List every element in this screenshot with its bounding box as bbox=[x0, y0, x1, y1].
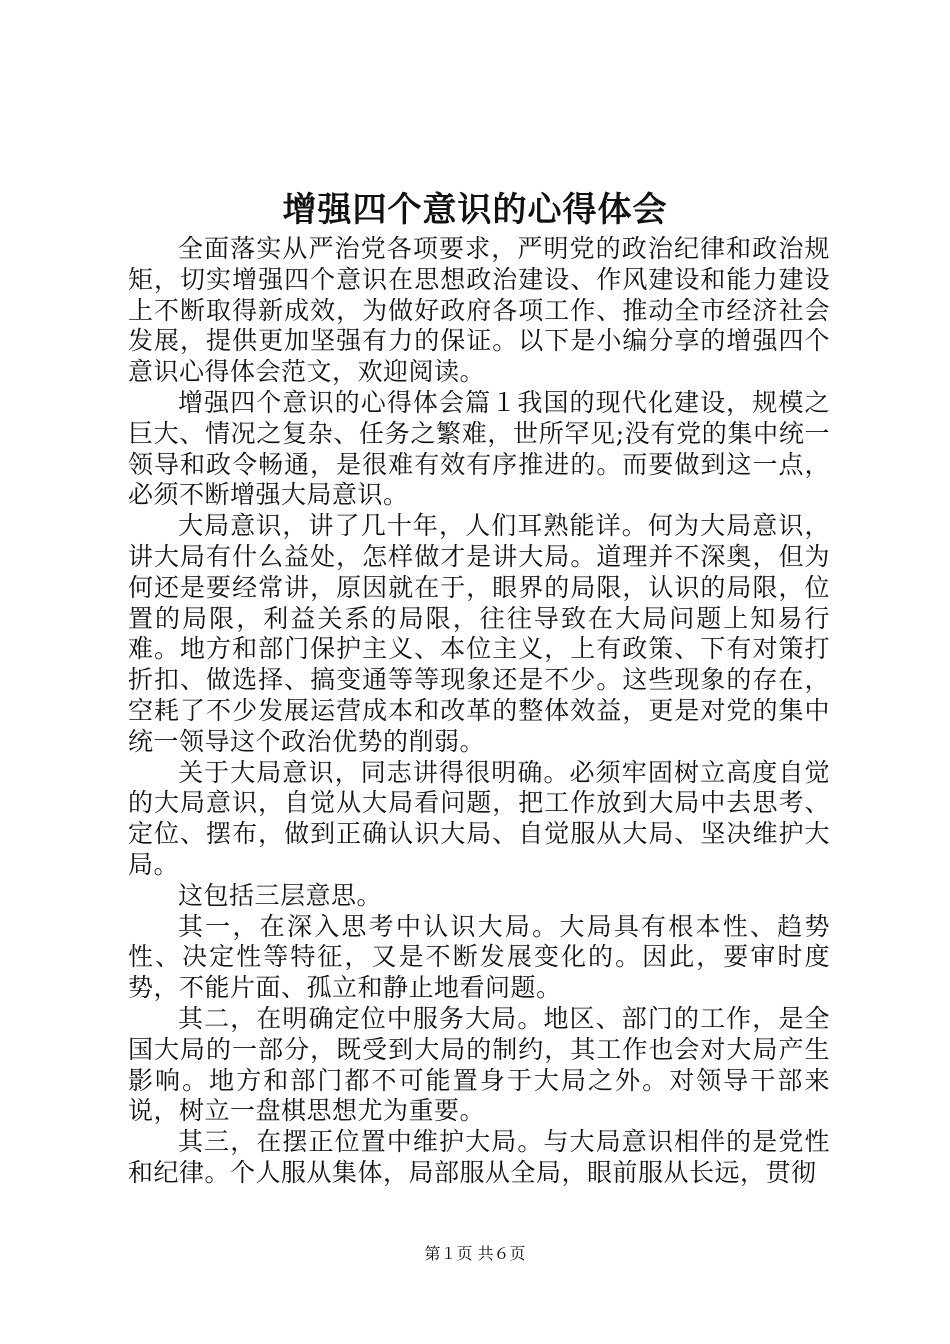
page-footer: 第１页 共６页 bbox=[424, 1244, 526, 1263]
paragraph: 关于大局意识，同志讲得很明确。必须牢固树立高度自觉的大局意识，自觉从大局看问题，把工作放到大局中去思考、定位、摆布，做到正确认识大局、自觉服从大局、坚决维护大局。 bbox=[128, 757, 830, 879]
paragraph: 其三，在摆正位置中维护大局。与大局意识相伴的是党性和纪律。个人服从集体，局部服从全局，眼前服从长远，贯彻 bbox=[128, 1127, 830, 1187]
document-title: 增强四个意识的心得体会 bbox=[282, 190, 668, 230]
paragraph: 全面落实从严治党各项要求，严明党的政治纪律和政治规矩，切实增强四个意识在思想政治建设、作风建设和能力建设上不断取得新成效，为做好政府各项工作、推动全市经济社会发展，提供更加坚强有力的保证。以下是小编分享的增强四个意识心得体会范文，欢迎阅读。 bbox=[128, 234, 830, 387]
paragraph: 增强四个意识的心得体会篇１我国的现代化建设，规模之巨大、情况之复杂、任务之繁难，世所罕见;没有党的集中统一领导和政令畅通，是很难有效有序推进的。而要做到这一点，必须不断增强大局意识。 bbox=[128, 387, 830, 510]
paragraph: 其一，在深入思考中认识大局。大局具有根本性、趋势性、决定性等特征，又是不断发展变化的。因此，要审时度势，不能片面、孤立和静止地看问题。 bbox=[128, 911, 830, 1003]
paragraph: 这包括三层意思。 bbox=[178, 880, 383, 910]
paragraph: 其二，在明确定位中服务大局。地区、部门的工作，是全国大局的一部分，既受到大局的制约，其工作也会对大局产生影响。地方和部门都不可能置身于大局之外。对领导干部来说，树立一盘棋思想尤为重要。 bbox=[128, 1003, 830, 1126]
paragraph: 大局意识，讲了几十年，人们耳熟能详。何为大局意识，讲大局有什么益处，怎样做才是讲大局。道理并不深奥，但为何还是要经常讲，原因就在于，眼界的局限，认识的局限，位置的局限，利益关系的局限，往往导致在大局问题上知易行难。地方和部门保护主义、本位主义，上有政策、下有对策打折扣、做选择、搞变通等等现象还是不少。这些现象的存在，空耗了不少发展运营成本和改革的整体效益，更是对党的集中统一领导这个政治优势的削弱。 bbox=[128, 511, 830, 756]
document-body bbox=[128, 234, 830, 1189]
